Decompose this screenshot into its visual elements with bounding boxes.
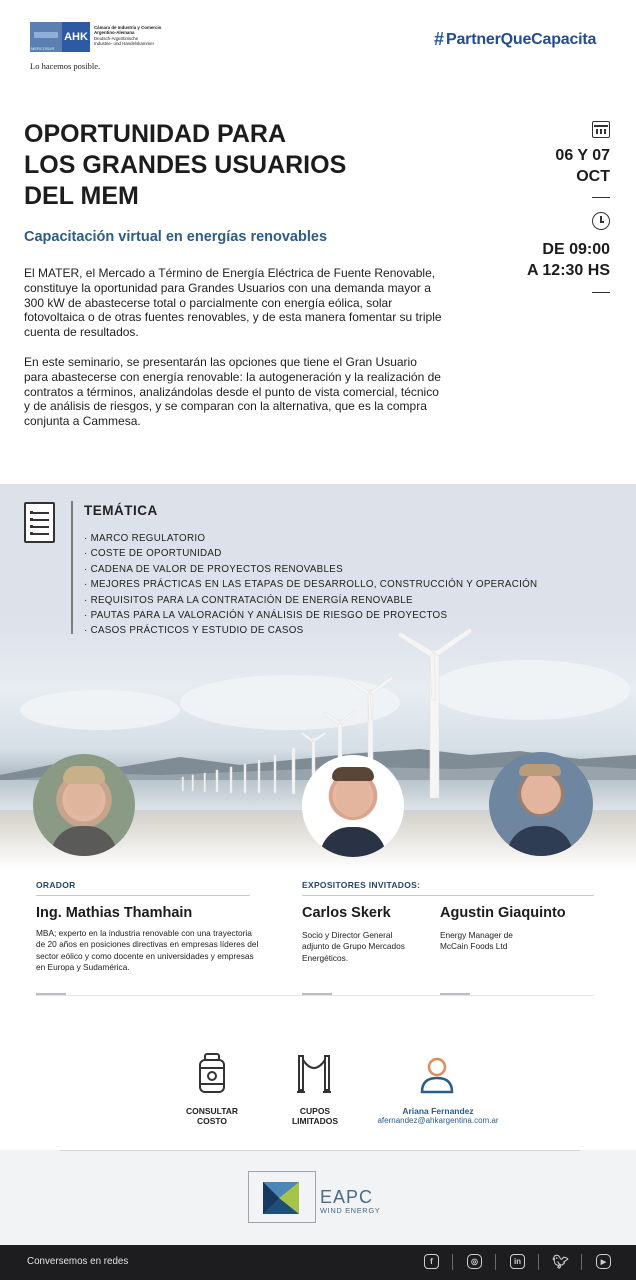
sponsor-section	[0, 1150, 636, 1245]
invitado-2-name: Agustin Giaquinto	[440, 905, 566, 921]
description-paragraph-2: En este seminario, se presentarán las opciones que tiene el Gran Usuario para abastecerse con energía renovable: la autogeneración y la realización de contratos a términos, analizándolas desde el punto de vista comercial, técnico y de análisis de riesgos, y se comparan con la alternativa, que es la compra conjunta a Cammesa.	[24, 354, 441, 429]
footer-text: Conversemos en redes	[27, 1256, 129, 1267]
list-item: · MEJORES PRÁCTICAS EN LAS ETAPAS DE DESARROLLO, CONSTRUCCIÓN Y OPERACIÓN	[84, 577, 537, 592]
jar-icon	[196, 1052, 228, 1094]
event-time	[480, 239, 610, 281]
time-line-1: DE 09:00	[542, 241, 610, 258]
list-item: · REQUISITOS PARA LA CONTRATACIÓN DE ENERGÍA RENOVABLE	[84, 593, 537, 608]
orador-name: Ing. Mathias Thamhain	[36, 905, 193, 921]
ahk-logo-mark	[30, 22, 62, 52]
title-line-3: DEL MEM	[24, 182, 139, 210]
list-item: · CASOS PRÁCTICOS Y ESTUDIO DE CASOS	[84, 623, 537, 638]
cupos-line-2: LIMITADOS	[291, 1116, 339, 1126]
costo-line-1: CONSULTAR	[185, 1106, 239, 1116]
date-line-1: 06 Y 07	[555, 147, 610, 164]
ahk-line-3: Deutsch-Argentinische	[94, 35, 139, 41]
eapc-sub: WIND ENERGY	[320, 1206, 381, 1215]
divider	[581, 1254, 582, 1270]
divider	[302, 895, 594, 896]
list-item: · CADENA DE VALOR DE PROYECTOS RENOVABLES	[84, 562, 537, 577]
ahk-line-1: Cámara de Industria y Comercio	[94, 25, 162, 30]
costo-line-2: COSTO	[196, 1116, 228, 1126]
tematica-title: TEMÁTICA	[84, 503, 158, 518]
eapc-logo-frame	[248, 1171, 316, 1223]
orador-label: ORADOR	[36, 880, 76, 890]
list-item: · PAUTAS PARA LA VALORACIÓN Y ANÁLISIS DE RIESGO DE PROYECTOS	[84, 608, 537, 623]
tagline: Lo hacemos posible.	[30, 61, 101, 71]
avatar-invitado-1	[302, 755, 404, 857]
clock-icon	[592, 212, 610, 230]
ahk-chamber-text	[94, 22, 161, 52]
event-date	[490, 145, 610, 187]
description-paragraph-1: El MATER, el Mercado a Término de Energía Eléctrica de Fuente Renovable, constituye la oportunidad para Grandes Usuarios con una demanda mayor a 300 kW de abastecerse total o parcialmente con energía eólica, solar fotovoltaica o de otras fuentes renovables, y de esta manera fomentar su triple cuenta de resultados.	[24, 266, 442, 340]
event-subtitle: Capacitación virtual en energías renovables	[24, 229, 328, 245]
invitado-2-bio: Energy Manager de McCain Foods Ltd	[440, 930, 513, 952]
hashtag[interactable]	[434, 29, 596, 50]
time-line-2: A 12:30 HS	[527, 262, 610, 279]
eapc-name: EAPC	[320, 1187, 374, 1207]
ahk-line-4: Industrie- und Handelskammer	[94, 41, 155, 47]
divider	[36, 995, 594, 996]
invitado-1-bio: Socio y Director General adjunto de Grupo Mercados Energéticos.	[302, 930, 405, 963]
eapc-logo-icon	[249, 1172, 315, 1222]
cupos-label	[275, 1106, 355, 1126]
ahk-line-2: Argentino-Alemana	[94, 30, 135, 36]
list-item: · MARCO REGULATORIO	[84, 531, 537, 546]
instagram-icon[interactable]: ◎	[467, 1254, 482, 1269]
linkedin-icon[interactable]: in	[510, 1254, 525, 1269]
costo-label	[172, 1106, 252, 1126]
event-description	[24, 266, 444, 429]
ahk-logo	[30, 22, 170, 52]
document-list-icon	[24, 502, 55, 543]
invitado-1-name: Carlos Skerk	[302, 905, 391, 921]
divider	[452, 1254, 453, 1270]
divider	[592, 292, 610, 293]
stanchion-icon	[296, 1054, 332, 1094]
hashtag-icon: #	[434, 29, 445, 49]
divider	[495, 1254, 496, 1270]
divider	[60, 1150, 580, 1151]
orador-bio: MBA; experto en la industria renovable con una trayectoria de 20 años en posiciones directivas en empresas líderes del sector eólico y como docente en universidades y empresas en Europa y Sudamérica.	[36, 928, 259, 973]
hashtag-text: PartnerQueCapacita	[446, 30, 597, 48]
list-item: · COSTE DE OPORTUNIDAD	[84, 546, 537, 561]
divider	[36, 895, 250, 896]
date-line-2: OCT	[576, 168, 610, 185]
user-icon	[419, 1056, 455, 1094]
ahk-badge: AHK	[62, 22, 90, 52]
event-title	[24, 119, 444, 212]
cupos-line-1: CUPOS	[299, 1106, 331, 1116]
tematica-list	[84, 531, 537, 639]
divider	[538, 1254, 539, 1270]
contact-email[interactable]: afernandez@ahkargentina.com.ar	[377, 1116, 499, 1125]
twitter-icon[interactable]: 🐦︎	[552, 1253, 569, 1269]
facebook-icon[interactable]: f	[424, 1254, 439, 1269]
title-line-2: LOS GRANDES USUARIOS	[24, 151, 347, 179]
calendar-icon	[592, 121, 610, 138]
avatar-invitado-2	[489, 752, 593, 856]
contact-name: Ariana Fernandez	[402, 1106, 474, 1116]
youtube-icon[interactable]: ▶	[596, 1254, 611, 1269]
tematica-divider	[71, 501, 73, 634]
invitados-label: EXPOSITORES INVITADOS:	[302, 880, 421, 890]
title-line-1: OPORTUNIDAD PARA	[24, 120, 287, 148]
divider	[592, 197, 610, 198]
ahk-mercosur-text: MERCOSUR	[31, 46, 55, 51]
avatar-orador	[33, 754, 135, 856]
